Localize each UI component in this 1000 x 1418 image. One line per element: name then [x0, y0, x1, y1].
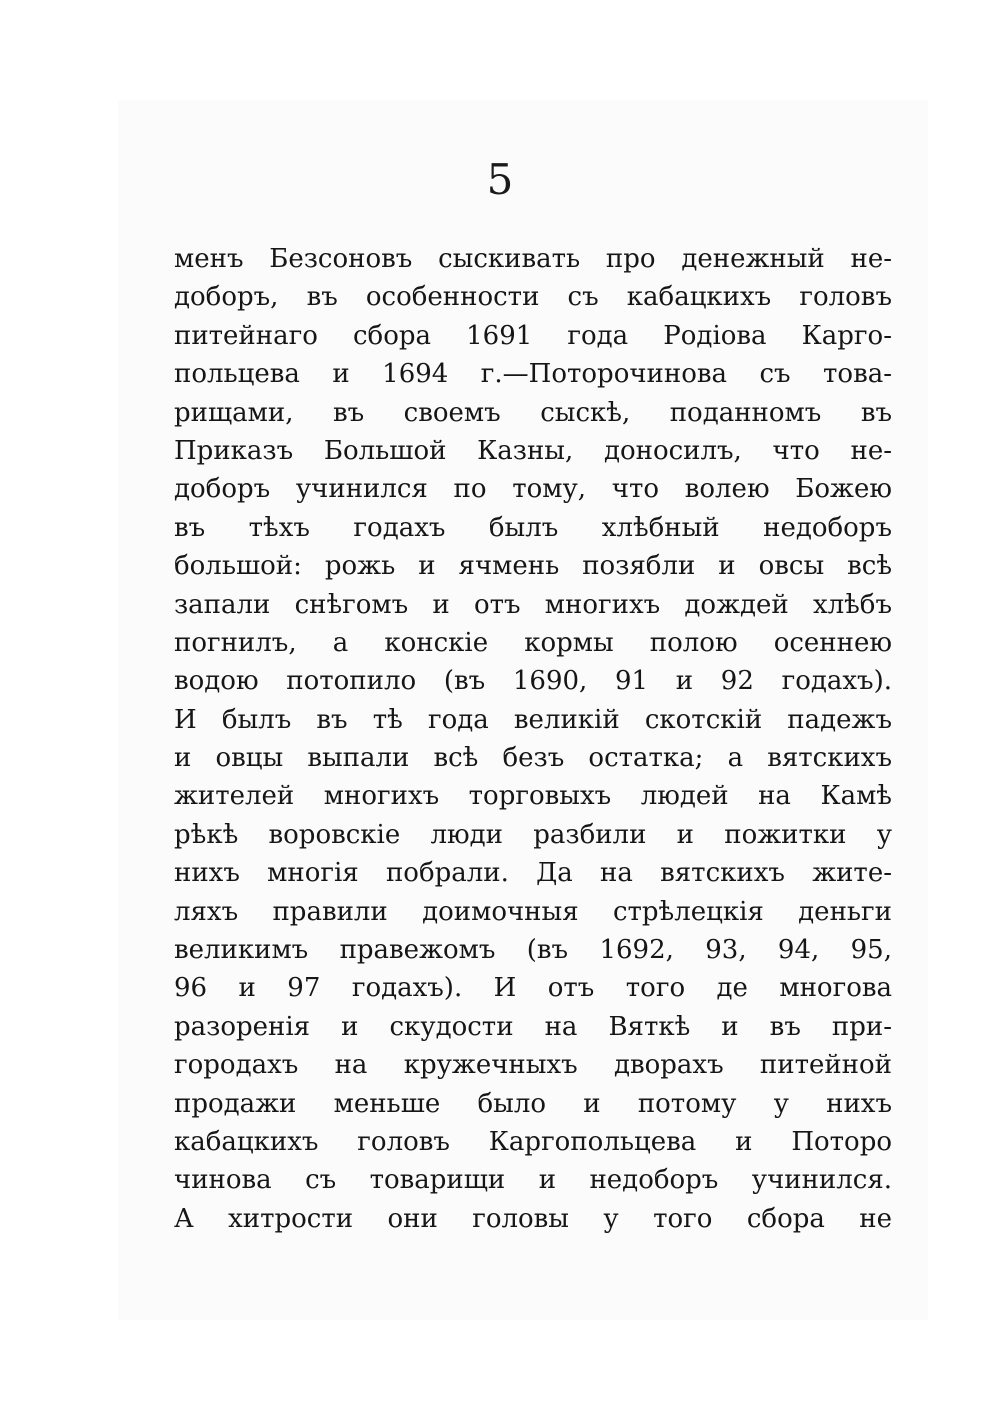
text-line: чинова съ товарищи и недоборъ учинился. [174, 1165, 892, 1196]
text-line: 96 и 97 годахъ). И отъ того де многова [174, 973, 892, 1004]
text-line: рищами, въ своемъ сыскѣ, поданномъ въ [174, 397, 892, 428]
text-line: жителей многихъ торговыхъ людей на Камѣ [174, 781, 892, 812]
text-line: ляхъ правили доимочныя стрѣлецкiя деньги [174, 896, 892, 927]
text-line: продажи меньше было и потому у нихъ [174, 1088, 892, 1119]
text-line: большой: рожь и ячмень позябли и овсы всѣ [174, 551, 892, 582]
text-line: польцева и 1694 г.—Поторочинова съ това- [174, 359, 892, 390]
text-line: разоренiя и скудости на Вяткѣ и въ при- [174, 1011, 892, 1042]
text-line: рѣкѣ воровскiе люди разбили и пожитки у [174, 819, 892, 850]
body-text [174, 240, 892, 1238]
text-line: городахъ на кружечныхъ дворахъ питейной [174, 1050, 892, 1081]
text-line: питейнаго сбора 1691 года Родiова Карго- [174, 320, 892, 351]
text-line: доборъ учинился по тому, что волею Божею [174, 474, 892, 505]
text-line: великимъ правежомъ (въ 1692, 93, 94, 95, [174, 935, 892, 966]
text-line: нихъ многiя побрали. Да на вятскихъ жите- [174, 858, 892, 889]
text-line: кабацкихъ головъ Каргопольцева и Поторо [174, 1126, 892, 1157]
text-line: А хитрости они головы у того сбора не [174, 1203, 892, 1234]
text-line: въ тѣхъ годахъ былъ хлѣбный недоборъ [174, 512, 892, 543]
text-line: погнилъ, а конскiе кормы полою осеннею [174, 627, 892, 658]
text-line: запали снѣгомъ и отъ многихъ дождей хлѣбъ [174, 589, 892, 620]
text-line: доборъ, въ особенности съ кабацкихъ головъ [174, 282, 892, 313]
text-line: Приказъ Большой Казны, доносилъ, что не- [174, 435, 892, 466]
page-number: 5 [486, 155, 514, 204]
text-line: водою потопило (въ 1690, 91 и 92 годахъ). [174, 666, 892, 697]
text-line: менъ Безсоновъ сыскивать про денежный не- [174, 244, 892, 274]
text-line: и овцы выпали всѣ безъ остатка; а вятскихъ [174, 743, 892, 774]
text-line: И былъ въ тѣ года великiй скотскiй падежъ [174, 704, 892, 735]
